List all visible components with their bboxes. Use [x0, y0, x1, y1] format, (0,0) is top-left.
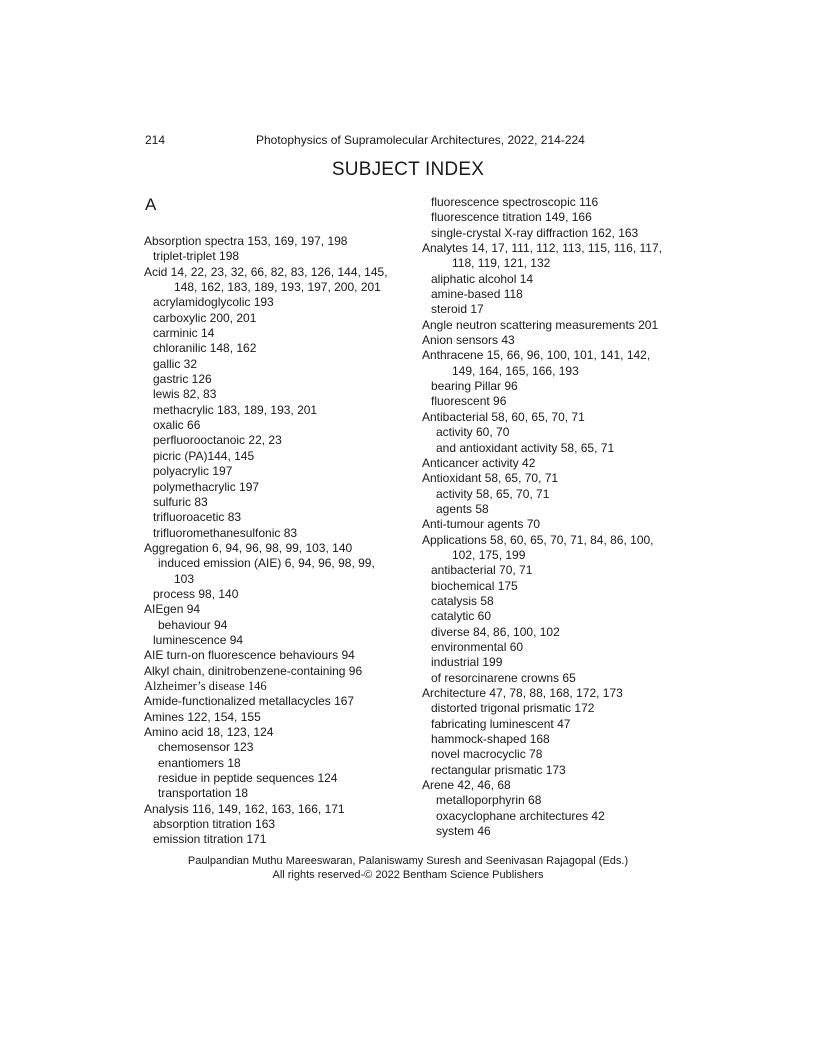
index-subentry: carboxylic 200, 201 [153, 310, 257, 325]
index-subentry: emission titration 171 [153, 832, 267, 847]
index-subentry: 118, 119, 121, 132 [452, 256, 551, 271]
index-subentry: rectangular prismatic 173 [431, 762, 566, 777]
index-entries-left [144, 234, 424, 848]
index-subentry: perfluorooctanoic 22, 23 [153, 433, 282, 448]
index-column-left [144, 195, 424, 848]
index-entry: Antibacterial 58, 60, 65, 70, 71 [422, 409, 585, 424]
index-subentry: environmental 60 [431, 639, 524, 654]
index-subentry: carminic 14 [153, 326, 215, 341]
index-subentry: trifluoromethanesulfonic 83 [153, 525, 298, 540]
index-subentry: residue in peptide sequences 124 [158, 771, 338, 786]
index-subentry: metalloporphyrin 68 [436, 793, 542, 808]
index-subentry: activity 58, 65, 70, 71 [436, 486, 550, 501]
index-subentry: oxalic 66 [153, 418, 201, 433]
index-entry: Acid 14, 22, 23, 32, 66, 82, 83, 126, 144, 145, [144, 264, 388, 279]
index-subentry: oxacyclophane architectures 42 [436, 808, 605, 823]
index-entry: Arene 42, 46, 68 [422, 778, 511, 793]
index-subentry: luminescence 94 [153, 632, 244, 647]
index-subentry: trifluoroacetic 83 [153, 510, 242, 525]
index-subentry: diverse 84, 86, 100, 102 [431, 624, 560, 639]
index-entry: AIEgen 94 [144, 602, 201, 617]
index-subentry: lewis 82, 83 [153, 387, 217, 402]
index-subentry: fabricating luminescent 47 [431, 716, 571, 731]
index-subentry: absorption titration 163 [153, 817, 276, 832]
index-subentry: system 46 [436, 824, 491, 839]
index-subentry: picric (PA)144, 145 [153, 448, 255, 463]
index-entry: AIE turn-on fluorescence behaviours 94 [144, 648, 355, 663]
index-subentry: catalysis 58 [431, 593, 494, 608]
index-entry: Alzheimer’s disease 146 [144, 678, 267, 693]
index-entry: Analytes 14, 17, 111, 112, 113, 115, 116, 117, [422, 241, 662, 256]
index-subentry: aliphatic alcohol 14 [431, 271, 534, 286]
index-entry: Anion sensors 43 [422, 333, 515, 348]
page-number: 214 [145, 133, 166, 147]
index-subentry: catalytic 60 [431, 609, 492, 624]
index-entry: Aggregation 6, 94, 96, 98, 99, 103, 140 [144, 540, 353, 555]
index-subentry: triplet-triplet 198 [153, 249, 240, 264]
index-subentry: sulfuric 83 [153, 494, 208, 509]
index-subentry: enantiomers 18 [158, 755, 241, 770]
index-subentry: industrial 199 [431, 655, 503, 670]
index-entry: Architecture 47, 78, 88, 168, 172, 173 [422, 686, 623, 700]
index-subentry: 102, 175, 199 [452, 547, 526, 562]
index-entry: Analysis 116, 149, 162, 163, 166, 171 [144, 801, 345, 816]
index-entry: Amino acid 18, 123, 124 [144, 725, 274, 739]
index-subentry: behaviour 94 [158, 617, 228, 632]
footer-rights: All rights reserved-© 2022 Bentham Science Publishers [272, 869, 544, 881]
index-entry: Anticancer activity 42 [422, 455, 536, 470]
index-subentry: 148, 162, 183, 189, 193, 197, 200, 201 [174, 280, 381, 295]
index-subentry: bearing Pillar 96 [431, 379, 518, 394]
index-subentry: chemosensor 123 [158, 740, 254, 755]
footer-editors: Paulpandian Muthu Mareeswaran, Palaniswamy Suresh and Seenivasan Rajagopal (Eds.) [187, 855, 629, 867]
index-subentry: gallic 32 [153, 356, 198, 371]
index-entry: Amide-functionalized metallacycles 167 [144, 694, 355, 709]
index-entry: Anti-tumour agents 70 [422, 517, 541, 532]
index-subentry: process 98, 140 [153, 586, 239, 601]
index-subentry: single-crystal X-ray diffraction 162, 163 [431, 225, 639, 240]
index-subentry: agents 58 [436, 501, 489, 516]
page-title: SUBJECT INDEX [331, 159, 485, 180]
index-subentry: 103 [174, 571, 195, 586]
index-subentry: gastric 126 [153, 372, 212, 387]
index-subentry: activity 60, 70 [436, 425, 510, 440]
index-entry: Applications 58, 60, 65, 70, 71, 84, 86, 100, [422, 532, 654, 547]
index-entry: Antioxidant 58, 65, 70, 71 [422, 471, 559, 486]
index-subentry: novel macrocyclic 78 [431, 747, 543, 762]
index-subentry: and antioxidant activity 58, 65, 71 [436, 440, 615, 455]
index-entry: Anthracene 15, 66, 96, 100, 101, 141, 142, [422, 348, 651, 363]
section-letter: A [145, 195, 157, 214]
index-subentry: antibacterial 70, 71 [431, 563, 533, 578]
running-head: Photophysics of Supramolecular Architectures, 2022, 214-224 [256, 133, 585, 147]
index-subentry: 149, 164, 165, 166, 193 [452, 363, 579, 378]
index-subentry: hammock-shaped 168 [431, 732, 550, 747]
index-subentry: transportation 18 [158, 786, 249, 801]
index-subentry: acrylamidoglycolic 193 [153, 295, 274, 310]
index-subentry: biochemical 175 [431, 578, 518, 593]
index-subentry: fluorescence spectroscopic 116 [431, 195, 599, 209]
index-subentry: steroid 17 [431, 302, 484, 317]
index-entries-right [422, 195, 682, 839]
index-column-right [422, 195, 682, 839]
index-subentry: methacrylic 183, 189, 193, 201 [153, 402, 318, 417]
index-subentry: polymethacrylic 197 [153, 479, 260, 494]
index-subentry: induced emission (AIE) 6, 94, 96, 98, 99, [158, 556, 375, 571]
index-entry: Alkyl chain, dinitrobenzene-containing 96 [144, 663, 363, 678]
index-subentry: fluorescence titration 149, 166 [431, 210, 592, 225]
index-subentry: fluorescent 96 [431, 394, 507, 409]
index-subentry: distorted trigonal prismatic 172 [431, 701, 595, 716]
index-subentry: of resorcinarene crowns 65 [431, 670, 576, 685]
index-entry: Amines 122, 154, 155 [144, 709, 261, 724]
index-subentry: polyacrylic 197 [153, 464, 233, 479]
index-entry: Absorption spectra 153, 169, 197, 198 [144, 234, 348, 248]
index-subentry: amine-based 118 [431, 287, 523, 302]
index-entry: Angle neutron scattering measurements 201 [422, 317, 659, 332]
index-subentry: chloranilic 148, 162 [153, 341, 257, 356]
